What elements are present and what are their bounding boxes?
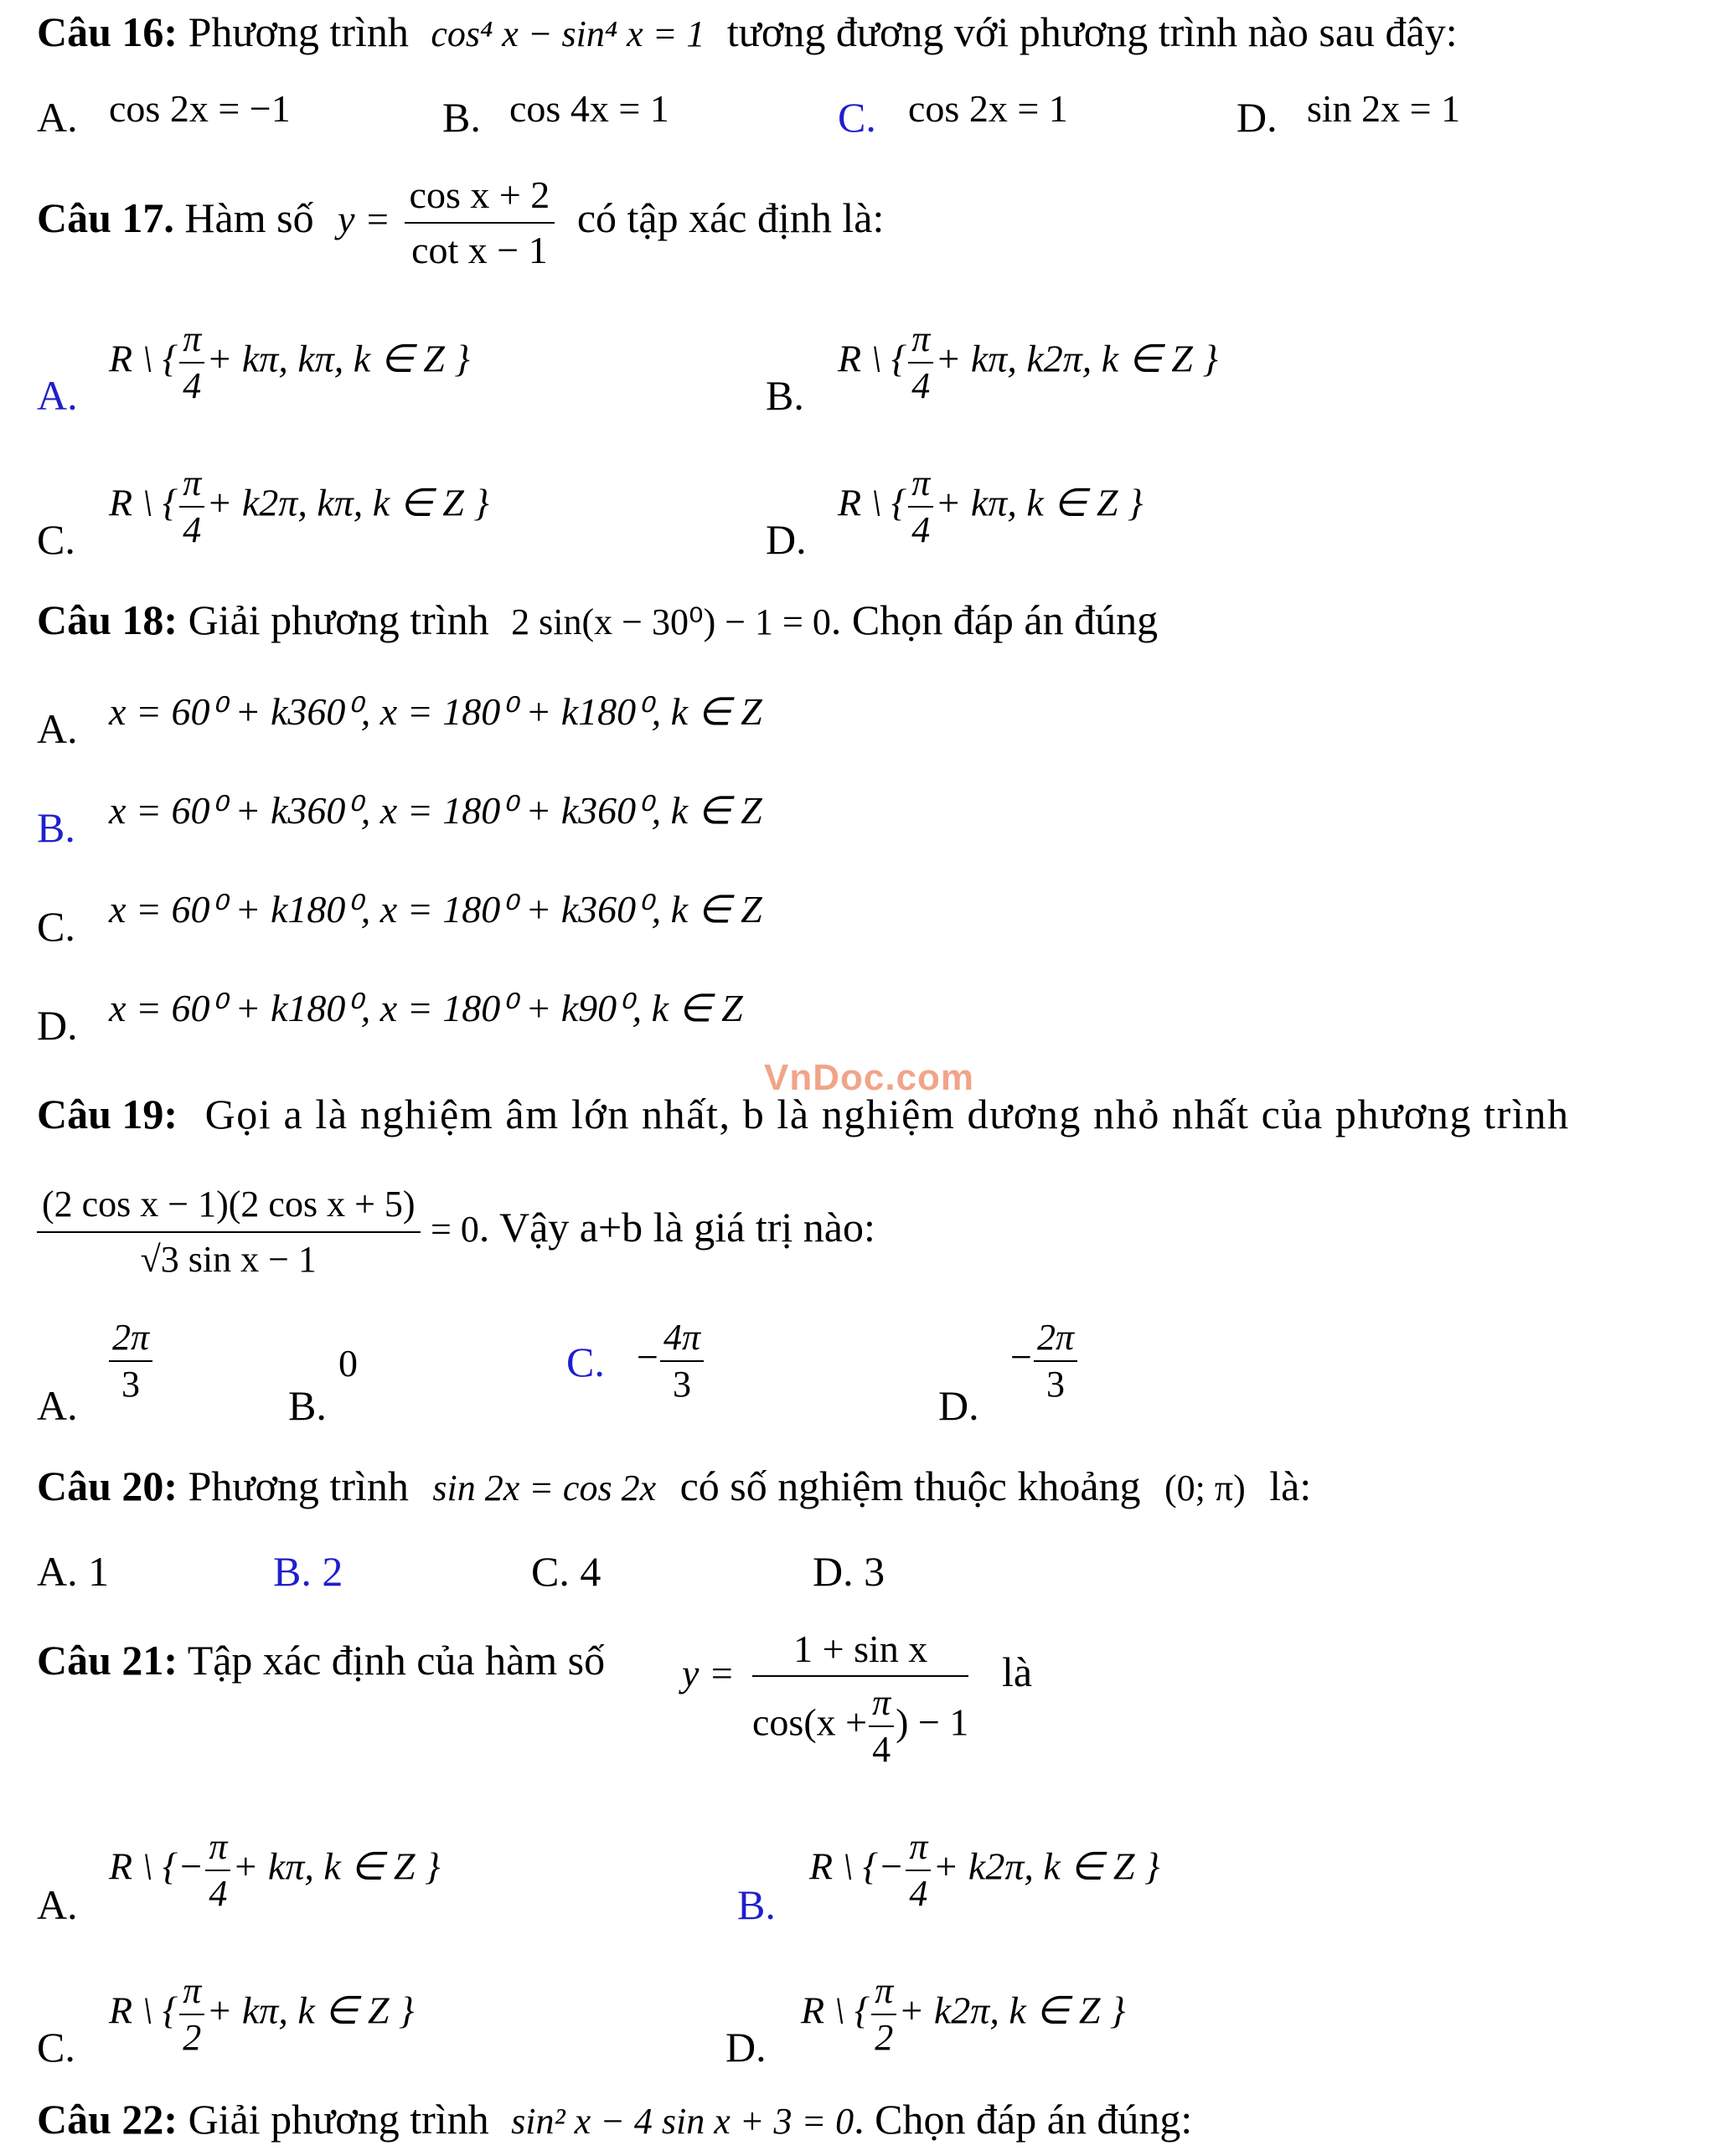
fraction	[179, 461, 204, 553]
question-text: Tập xác định của hàm số	[187, 1637, 606, 1684]
option-letter: B.	[37, 804, 75, 851]
option-c-value	[109, 1968, 414, 2061]
option-letter: D.	[37, 1002, 78, 1049]
question-text: Phương trình	[188, 1462, 409, 1509]
option-d[interactable]	[766, 514, 807, 565]
fraction	[906, 1824, 931, 1916]
fraction	[869, 1680, 894, 1772]
fraction	[205, 1824, 230, 1916]
option-letter: C.	[37, 903, 75, 950]
equation: cos⁴ x − sin⁴ x = 1	[431, 13, 705, 54]
option-b-value: cos 4x = 1	[509, 87, 669, 130]
denominator-part: cos(x +	[752, 1700, 868, 1744]
set-head: R \ {	[838, 481, 907, 524]
denominator: 4	[183, 365, 202, 406]
question-text: . Chọn đáp án đúng:	[854, 2096, 1193, 2143]
option-a[interactable]	[37, 704, 78, 754]
option-d-value	[801, 1968, 1125, 2061]
set-head: R \ {	[109, 1988, 178, 2032]
numerator: π	[908, 317, 933, 364]
question-18	[37, 595, 1158, 647]
interval: (0; π)	[1164, 1467, 1246, 1509]
option-a[interactable]	[37, 1380, 78, 1431]
set-head: R \ {	[801, 1988, 870, 2032]
option-d[interactable]	[37, 1000, 78, 1050]
option-c[interactable]: C. 4	[531, 1548, 601, 1595]
set-tail: + k2π, k ∈ Z }	[932, 1844, 1160, 1888]
fraction	[871, 1968, 896, 2061]
option-d[interactable]	[725, 2022, 767, 2072]
function-y: y =	[338, 198, 391, 240]
question-label: Câu 16:	[37, 8, 178, 55]
question-text: Giải phương trình	[188, 2096, 489, 2143]
question-text: Gọi a là nghiệm âm lớn nhất, b là nghiệm dương nhỏ nhất của phương trình	[204, 1091, 1570, 1137]
option-letter: D.	[1236, 94, 1278, 141]
equation: sin² x − 4 sin x + 3 = 0	[511, 2101, 854, 2142]
fraction	[179, 317, 204, 409]
set-tail: + kπ, k ∈ Z }	[935, 481, 1144, 524]
question-label: Câu 22:	[37, 2096, 178, 2143]
question-text: Phương trình	[188, 8, 409, 55]
question-20	[37, 1461, 1311, 1514]
option-b-value	[809, 1824, 1159, 1916]
question-21	[37, 1635, 605, 1685]
denominator: 4	[183, 509, 202, 550]
denominator: 4	[872, 1729, 891, 1770]
minus-sign: −	[637, 1335, 658, 1379]
function-y: y =	[682, 1652, 735, 1694]
numerator: π	[205, 1824, 230, 1871]
question-text: có số nghiệm thuộc khoảng	[679, 1462, 1141, 1509]
question-text: Giải phương trình	[188, 596, 489, 643]
question-16	[37, 7, 1458, 59]
numerator: 2π	[1034, 1315, 1077, 1362]
denominator-part: ) − 1	[896, 1700, 969, 1744]
option-b-value	[838, 317, 1218, 409]
option-c[interactable]	[37, 514, 75, 565]
question-label: Câu 19:	[37, 1091, 178, 1137]
numerator: 2π	[109, 1315, 152, 1362]
set-head: R \ {−	[809, 1844, 905, 1888]
numerator: cos x + 2	[405, 168, 555, 224]
option-c[interactable]	[838, 92, 876, 142]
question-19-equation	[37, 1173, 875, 1287]
option-letter: A.	[37, 94, 78, 141]
option-a[interactable]: A. 1	[37, 1548, 110, 1595]
fraction	[908, 317, 933, 409]
watermark: VnDoc.com	[764, 1057, 975, 1098]
option-a[interactable]	[37, 1880, 78, 1930]
option-letter: A.	[37, 705, 78, 752]
option-letter: C.	[566, 1338, 605, 1385]
question-label: Câu 17.	[37, 194, 174, 241]
numerator: π	[871, 1968, 896, 2015]
option-b[interactable]: B. 2	[273, 1548, 343, 1595]
option-letter: B.	[288, 1382, 327, 1429]
equation-fraction	[37, 1178, 421, 1287]
option-b-value: x = 60⁰ + k360⁰, x = 180⁰ + k360⁰, k ∈ Z	[109, 789, 762, 832]
option-letter: C.	[37, 2024, 75, 2071]
option-b-value: 0	[338, 1342, 358, 1385]
denominator: 4	[911, 365, 931, 406]
option-letter: A.	[37, 372, 78, 419]
option-b[interactable]	[37, 802, 75, 853]
option-letter: D.	[725, 2024, 767, 2071]
question-label: Câu 21:	[37, 1637, 178, 1684]
equation-tail: = 0	[431, 1209, 479, 1250]
question-label: Câu 18:	[37, 596, 178, 643]
option-letter: D.	[938, 1382, 979, 1429]
question-text: . Chọn đáp án đúng	[830, 596, 1159, 643]
denominator: 2	[875, 2017, 894, 2058]
option-letter: B.	[442, 94, 481, 141]
denominator	[752, 1677, 968, 1772]
option-c[interactable]	[37, 2022, 75, 2072]
option-a-value	[107, 1315, 154, 1407]
option-d[interactable]	[1236, 92, 1278, 142]
denominator: √3 sin x − 1	[140, 1238, 317, 1280]
denominator: 4	[909, 1873, 928, 1914]
question-text: Hàm số	[184, 194, 314, 241]
set-tail: + k2π, kπ, k ∈ Z }	[206, 481, 489, 524]
function-fraction	[405, 168, 555, 277]
set-tail: + kπ, k ∈ Z }	[232, 1844, 441, 1888]
set-tail: + kπ, k2π, k ∈ Z }	[935, 337, 1218, 380]
set-head: R \ {	[838, 337, 907, 380]
equation: sin 2x = cos 2x	[432, 1467, 657, 1509]
option-c[interactable]	[566, 1337, 605, 1387]
equation: 2 sin(x − 30⁰) − 1 = 0	[511, 601, 831, 642]
option-a[interactable]	[37, 370, 78, 420]
fraction	[908, 461, 933, 553]
option-b[interactable]	[288, 1380, 327, 1431]
question-text: là	[1002, 1648, 1033, 1695]
numerator: 4π	[660, 1315, 704, 1362]
fraction	[109, 1315, 152, 1407]
fraction	[1034, 1315, 1077, 1407]
set-head: R \ {	[109, 337, 178, 380]
option-letter: A.	[37, 1382, 78, 1429]
numerator: π	[906, 1824, 931, 1871]
numerator: π	[869, 1680, 894, 1727]
question-22	[37, 2094, 1192, 2147]
option-d-value	[838, 461, 1143, 553]
numerator: π	[179, 317, 204, 364]
option-b[interactable]	[442, 92, 481, 142]
set-tail: + kπ, k ∈ Z }	[206, 1988, 415, 2032]
numerator: π	[908, 461, 933, 508]
set-head: R \ {−	[109, 1844, 204, 1888]
option-a-value: cos 2x = −1	[109, 87, 291, 130]
denominator: 4	[209, 1873, 228, 1914]
option-a[interactable]	[37, 92, 78, 142]
fraction	[179, 1968, 204, 2061]
option-letter: B.	[737, 1881, 776, 1928]
numerator: π	[179, 1968, 204, 2015]
set-tail: + kπ, kπ, k ∈ Z }	[206, 337, 470, 380]
option-c-value: cos 2x = 1	[908, 87, 1068, 130]
question-text: có tập xác định là:	[576, 194, 885, 241]
option-letter: A.	[37, 1881, 78, 1928]
option-a-value	[109, 317, 470, 409]
option-d-value: x = 60⁰ + k180⁰, x = 180⁰ + k90⁰, k ∈ Z	[109, 987, 743, 1029]
option-letter: D.	[766, 516, 807, 563]
numerator: π	[179, 461, 204, 508]
option-letter: C.	[838, 94, 876, 141]
option-d-value	[1010, 1315, 1079, 1407]
set-head: R \ {	[109, 481, 178, 524]
question-17	[37, 168, 884, 277]
denominator: 3	[1045, 1364, 1065, 1405]
option-d[interactable]: D. 3	[813, 1548, 885, 1595]
set-tail: + k2π, k ∈ Z }	[898, 1988, 1126, 2032]
question-text: tương đương với phương trình nào sau đây:	[726, 8, 1458, 55]
option-b[interactable]	[766, 370, 804, 420]
function-fraction	[752, 1623, 968, 1772]
option-a-value	[109, 1824, 440, 1916]
denominator: 4	[911, 509, 931, 550]
option-a-value: x = 60⁰ + k360⁰, x = 180⁰ + k180⁰, k ∈ Z	[109, 690, 762, 733]
numerator: (2 cos x − 1)(2 cos x + 5)	[37, 1178, 421, 1233]
fraction	[660, 1315, 704, 1407]
option-c-value: x = 60⁰ + k180⁰, x = 180⁰ + k360⁰, k ∈ Z	[109, 888, 762, 931]
denominator: 3	[121, 1364, 141, 1405]
question-label: Câu 20:	[37, 1462, 178, 1509]
denominator: 2	[183, 2017, 202, 2058]
option-c-value	[109, 461, 489, 553]
option-d-value: sin 2x = 1	[1307, 87, 1461, 130]
option-d[interactable]	[938, 1380, 979, 1431]
numerator: 1 + sin x	[752, 1623, 968, 1677]
question-text: . Vậy a+b là giá trị nào:	[478, 1204, 875, 1251]
question-text: là:	[1269, 1462, 1312, 1509]
option-b[interactable]	[737, 1880, 776, 1930]
question-19	[37, 1089, 1570, 1139]
option-c[interactable]	[37, 901, 75, 952]
option-c-value	[637, 1315, 705, 1407]
option-letter: B.	[766, 372, 804, 419]
denominator: 3	[672, 1364, 691, 1405]
denominator: cot x − 1	[411, 228, 548, 271]
option-letter: C.	[37, 516, 75, 563]
minus-sign: −	[1010, 1335, 1032, 1379]
